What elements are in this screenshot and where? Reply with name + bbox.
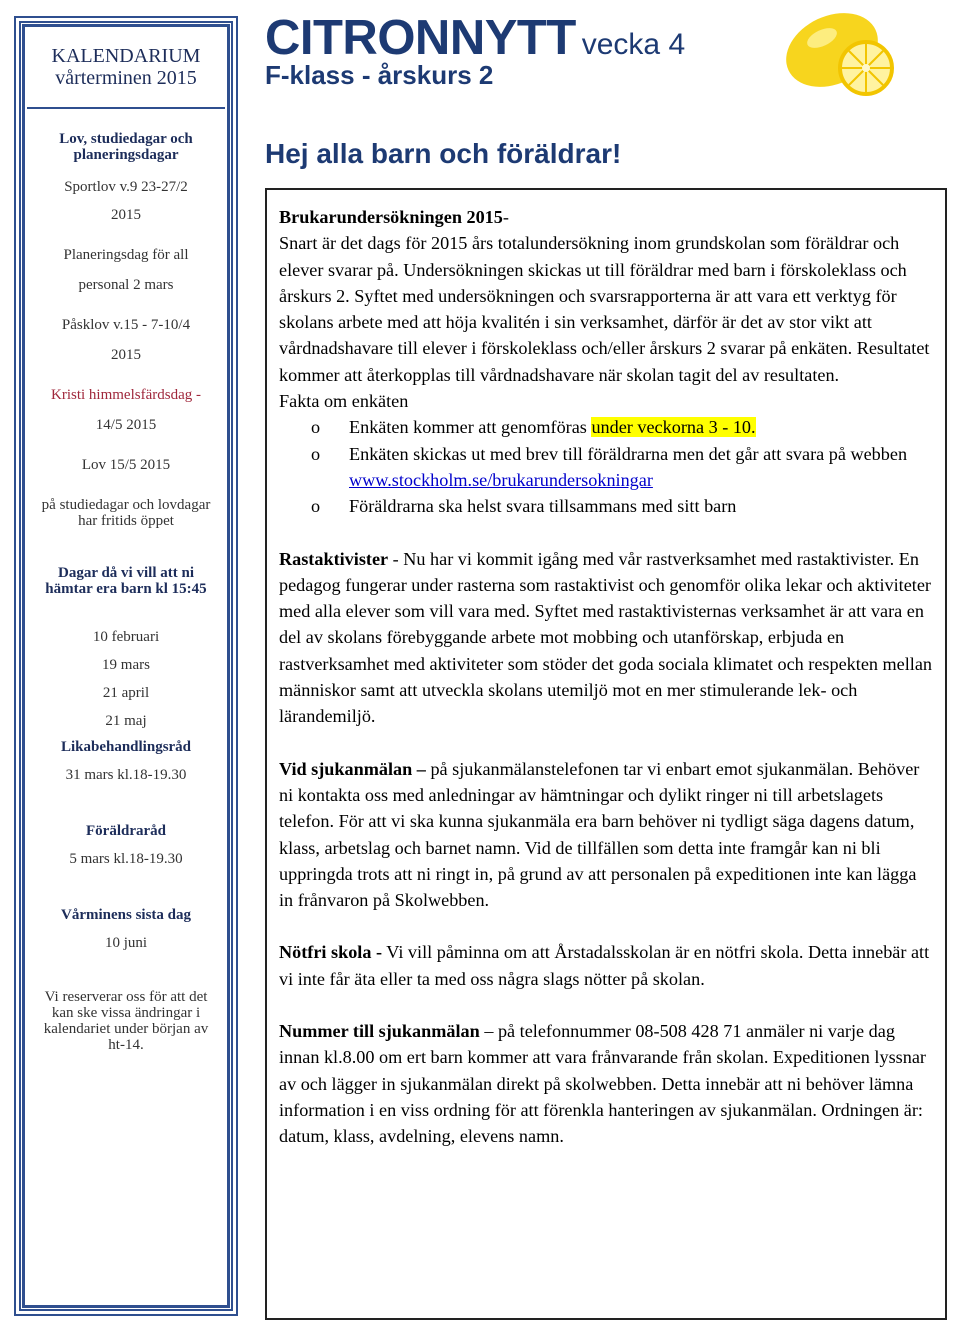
greeting: Hej alla barn och föräldrar! [265,138,622,169]
list-item [311,493,933,519]
newsletter-title: CITRONNYTT [265,11,576,65]
calendar-disclaimer: Vi reserverar oss för att det kan ske vissa ändringar i kalendariet under början av ht-14. [43,989,209,1053]
pasklov-line: Påsklov v.15 - 7-10/4 [61,317,191,333]
fakta-heading: Fakta om enkäten [279,391,409,412]
nummer-heading: Nummer till sjukanmälan [279,1021,480,1042]
title-line [265,10,785,66]
foraldrarad-date: 5 mars kl.18-19.30 [69,851,183,867]
brukar-dash: - [502,207,509,227]
varminens-date: 10 juni [104,935,148,951]
sidebar-title-line1: KALENDARIUM [51,45,201,67]
pasklov-year: 2015 [111,347,141,363]
sjuk-section [279,756,933,914]
nummer-text: – på telefonnummer 08-508 428 71 anmäler ni varje dag innan kl.8.00 om ert barn kommer att vara frånvarande från skolan. Expeditionen lyssnar av och lägger in sjukanmälan direkt på skolwebben. Detta innebär att ni behöver lämna information i en viss ordning för att förenkla hanteringen av sjukanmälan. Ordningen är: datum, klass, avdelning, elevens namn. [279,1021,926,1147]
newsletter-subtitle: F-klass - årskurs 2 [265,60,494,90]
brukar-section [279,204,933,388]
brukar-text: Snart är det dags för 2015 års totalundersökning inom grundskolan som föräldrar och elever svarar på. Undersökningen skickas ut till föräldrar med barn i förskoleklass och årskurs 2. Syftet med undersökningen och svarsrapporterna är att vara ett verktyg för skolans arbete med att höja kvalitén i sin verksamhet, därför är det av stor vikt att vårdnadshavare till elever i förskoleklass och/eller årskurs 2 svarar på enkäten. Resultatet kommer att återkopplas till vårdnadshavare när skolan tagit del av resultaten. [279,233,930,385]
calendar-sidebar [14,16,238,1316]
sportlov-line: Sportlov v.9 23-27/2 [64,179,188,195]
foraldrarad-heading: Föräldraråd [86,823,166,839]
newsletter-header [265,10,785,91]
planeringsdag-line1: Planeringsdag för all [63,247,189,263]
sportlov-year: 2015 [111,207,141,223]
newsletter-content [265,188,947,1320]
fakta-1-highlight: under veckorna 3 - 10. [591,417,756,438]
kristi-date: 14/5 2015 [95,417,157,433]
sjuk-text: på sjukanmälanstelefonen tar vi enbart emot sjukanmälan. Behöver ni kontakta oss med anledningar av hämtningar och dylikt ringer ni till arbetslagets telefon. För att vi ska kunna sjukanmäla era barn behöver ni tydligt säga dagens datum, klass, arbetslag och barnet namn. Vid de tillfällen som detta inte framgår kan ni bli uppringda trots att ni ringt in, på grund av att personalen på expeditionen inte kan lägga in frånvaron på Skolwebben. [279,758,920,911]
sidebar-title [21,45,231,89]
fakta-3-text: Föräldrarna ska helst svara tillsammans med sitt barn [349,496,737,517]
likabehandling-date: 31 mars kl.18-19.30 [65,767,187,783]
sidebar-title-line2: vårterminen 2015 [55,67,197,89]
rast-text: - Nu har vi kommit igång med vår rastverksamhet med rastaktivister. En pedagog fungerar under rasterna som rastaktivist och genomför olika lekar och aktiviteter med alla elever som vill vara med. Syftet med rastaktivisternas verksamhet är att vara en del av skolans förebyggande arbete mot mobbing och utanförskap, erbjuda en rastverksamhet med aktiviteter som stöder det goda sociala klimatet och respekten mellan människor samt att utveckla skolans utemiljö mot en mer stimulerande lek- och lärandemiljö. [279,548,933,727]
notfri-section [279,939,933,992]
pickup-date: 19 mars [102,657,150,673]
list-item [311,414,933,440]
fritids-note: på studiedagar och lovdagar har fritids öppet [41,497,211,529]
kristi-line: Kristi himmelsfärdsdag - [51,387,201,403]
rast-heading: Rastaktivister [279,548,389,569]
planeringsdag-line2: personal 2 mars [78,277,174,293]
likabehandling-heading: Likabehandlingsråd [60,739,192,755]
brukar-heading: Brukarundersökningen 2015 [279,207,503,227]
list-item [311,441,933,494]
fakta-1-text: Enkäten kommer att genomföras [349,417,592,438]
pickup-date: 10 februari [92,629,160,645]
pickup-heading: Dagar då vi vill att ni hämtar era barn kl 15:45 [45,565,207,597]
survey-link[interactable]: www.stockholm.se/brukarundersokningar [349,469,653,490]
lov-15-5: Lov 15/5 2015 [81,457,171,473]
pickup-date: 21 april [102,685,150,701]
nummer-section [279,1018,933,1149]
notfri-heading: Nötfri skola - [279,942,383,963]
fakta-list [279,414,933,519]
pickup-date: 21 maj [105,713,147,729]
sidebar-divider [27,107,225,109]
lemon-icon [780,2,900,102]
varminens-heading: Vårminens sista dag [60,907,191,923]
rast-section [279,546,933,730]
sjuk-heading: Vid sjukanmälan – [279,758,426,779]
newsletter-week: vecka 4 [581,28,686,61]
fakta-2-text: Enkäten skickas ut med brev till föräldrarna men det går att svara på webben [349,443,908,464]
notfri-text: Vi vill påminna om att Årstadalsskolan är en nötfri skola. Detta innebär att vi inte får äta eller ta med oss några slags nötter på skolan. [279,942,930,989]
lov-heading: Lov, studiedagar och planeringsdagar [59,131,193,163]
